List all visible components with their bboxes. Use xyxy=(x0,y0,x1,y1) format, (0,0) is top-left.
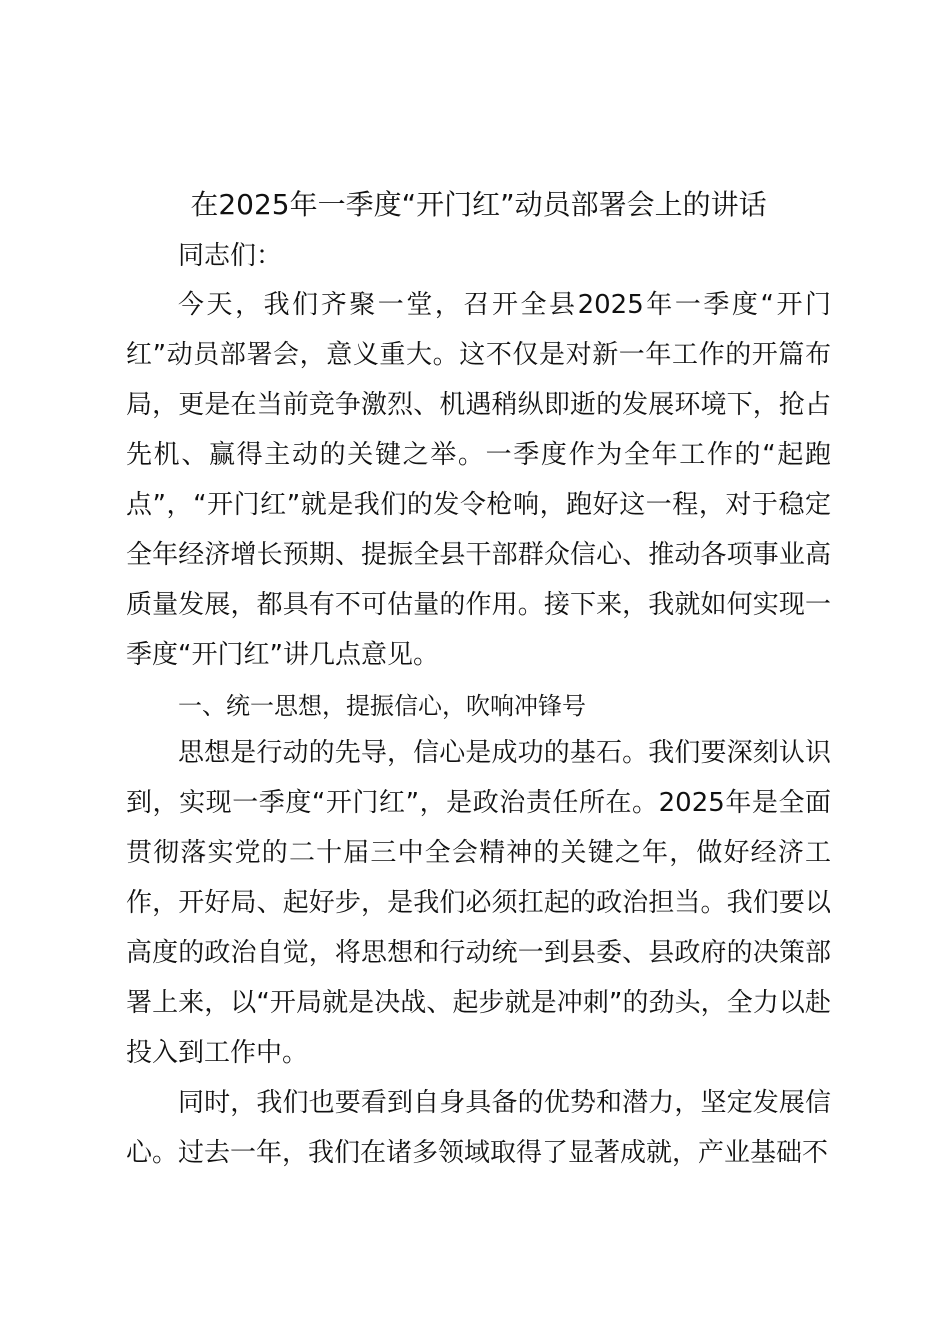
paragraph-thought: 思想是行动的先导，信心是成功的基石。我们要深刻认识到，实现一季度“开门红”，是政治责任所在。2025年是全面贯彻落实党的二十届三中全会精神的关键之年，做好经济工作，开好局、起好步，是我们必须扛起的政治担当。我们要以高度的政治自觉，将思想和行动统一到县委、县政府的决策部署上来，以“开局就是决战、起步就是冲刺”的劲头，全力以赴投入到工作中。 xyxy=(126,738,831,1068)
salutation: 同志们： xyxy=(178,241,283,271)
paragraph-confidence: 同时，我们也要看到自身具备的优势和潜力，坚定发展信心。过去一年，我们在诸多领域取得了显著成就，产业基础不 xyxy=(126,1088,831,1168)
section-heading: 一、统一思想，提振信心，吹响冲锋号 xyxy=(178,692,586,720)
paragraph-intro: 今天，我们齐聚一堂，召开全县2025年一季度“开门红”动员部署会，意义重大。这不仅是对新一年工作的开篇布局，更是在当前竞争激烈、机遇稍纵即逝的发展环境下，抢占先机、赢得主动的关键之举。一季度作为全年工作的“起跑点”，“开门红”就是我们的发令枪响，跑好这一程，对于稳定全年经济增长预期、提振全县干部群众信心、推动各项事业高质量发展，都具有不可估量的作用。接下来，我就如何实现一季度“开门红”讲几点意见。 xyxy=(126,290,831,670)
document-title: 在2025年一季度“开门红”动员部署会上的讲话 xyxy=(190,188,767,221)
